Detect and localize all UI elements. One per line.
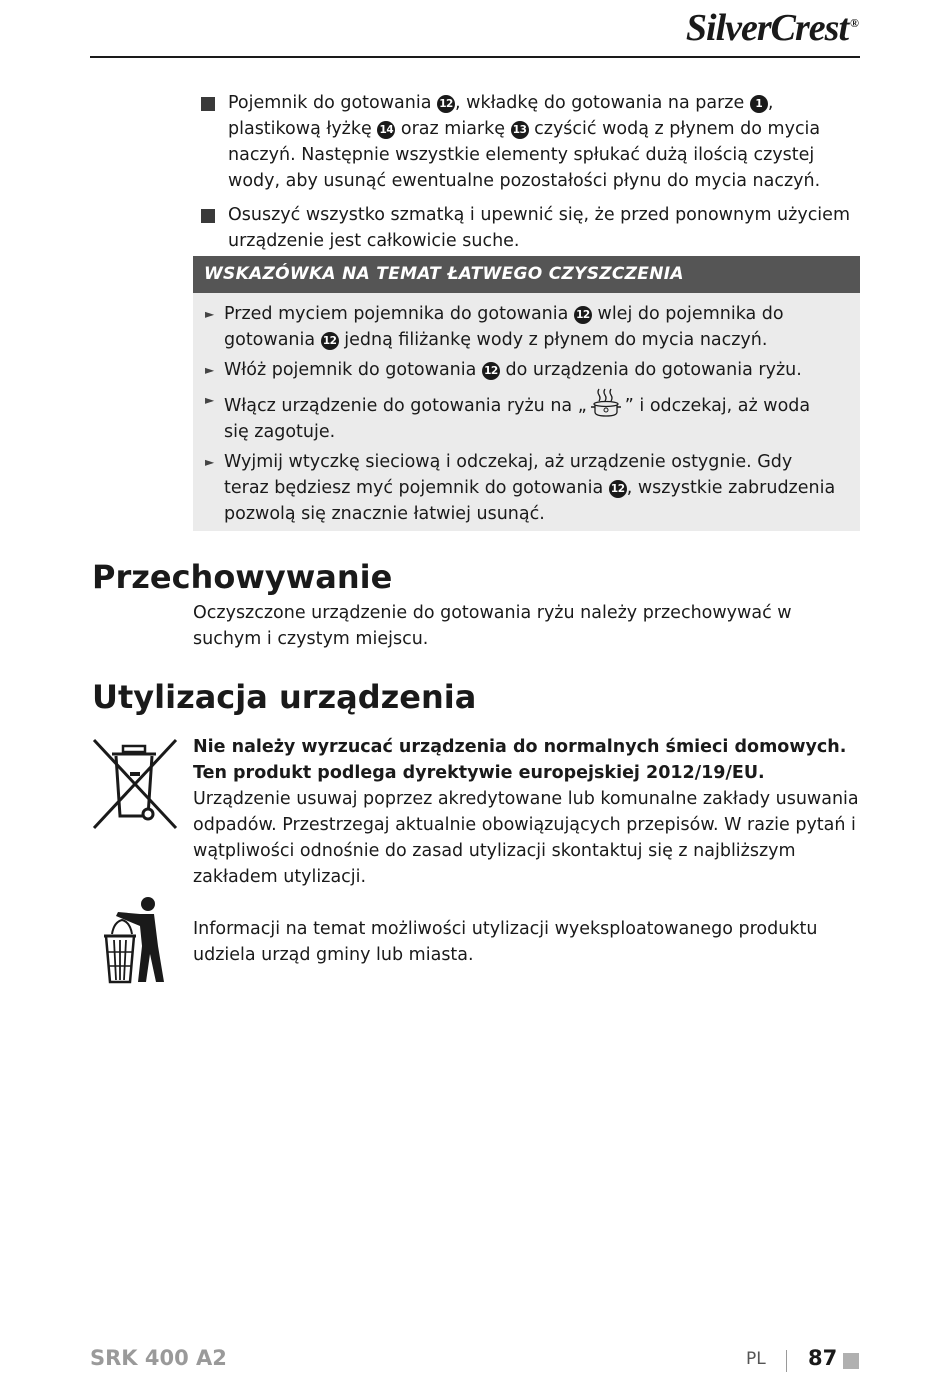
tip-box [193, 256, 860, 531]
part-number-badge: 12 [482, 362, 500, 380]
part-number-badge: 12 [437, 95, 455, 113]
bullet-item: Pojemnik do gotowania 12 , wkładkę do gotowania na parze 1 , plastikową łyżkę 14 oraz miarkę 13 czyścić wodą z płynem do mycia naczyń. Następnie wszystkie elementy spłukać dużą ilością czystej wody, aby usunąć ewentualne pozostałości płynu do mycia naczyń. [198, 90, 863, 194]
bullet-item: Osuszyć wszystko szmatką i upewnić się, że przed ponownym użyciem urządzenie jest całkowicie suche. [198, 202, 863, 254]
disposal-text [193, 734, 863, 890]
storage-text: Oczyszczone urządzenie do gotowania ryżu należy przechowywać w suchym i czystym miejscu. [193, 603, 792, 649]
disposal-info: Informacji na temat możliwości utylizacji wyeksploatowanego produktu udziela urząd gminy lub miasta. [193, 919, 818, 965]
brand-logo: SilverCrest ® [685, 7, 858, 49]
footer-language: PL [746, 1349, 766, 1369]
disposal-heading: Utylizacja urządzenia [92, 678, 477, 716]
square-bullet-icon [201, 97, 215, 111]
arrow-bullet-icon: ► [205, 455, 215, 469]
part-number-badge: 14 [377, 121, 395, 139]
person-disposing-icon [98, 896, 173, 984]
part-number-badge: 13 [511, 121, 529, 139]
footer-square-icon [843, 1353, 859, 1369]
crossed-bin-icon [90, 736, 182, 832]
page-number: 87 [808, 1346, 838, 1370]
part-number-badge: 12 [574, 306, 592, 324]
disposal-instructions: Urządzenie usuwaj poprzez akredytowane lub komunalne zakłady usuwania odpadów. Przestrzegaj aktualnie obowiązujących przepisów. W razie pytań i wątpliwości odnośnie do zasad utylizacji skontaktuj się z najbliższym zakładem utylizacji. [193, 789, 859, 887]
tip-item: ► Włóż pojemnik do gotowania 12 do urządzenia do gotowania ryżu. [205, 357, 840, 383]
disposal-warning: Nie należy wyrzucać urządzenia do normalnych śmieci domowych. Ten produkt podlega dyrektywie europejskiej 2012/19/EU. [193, 737, 847, 783]
tip-item: ► Przed myciem pojemnika do gotowania 12 wlej do pojemnika do gotowania 12 jedną filiżankę wody z płynem do mycia naczyń. [205, 301, 840, 353]
arrow-bullet-icon: ► [205, 363, 215, 377]
part-number-badge: 1 [750, 95, 768, 113]
part-number-badge: 12 [609, 480, 627, 498]
footer-model: SRK 400 A2 [90, 1346, 227, 1370]
arrow-bullet-icon: ► [205, 307, 215, 321]
trademark: ® [850, 16, 858, 30]
tip-heading: WSKAZÓWKA NA TEMAT ŁATWEGO CZYSZCZENIA [193, 256, 860, 293]
header-rule [90, 56, 860, 58]
part-number-badge: 12 [321, 332, 339, 350]
square-bullet-icon [201, 209, 215, 223]
tip-item: ► Wyjmij wtyczkę sieciową i odczekaj, aż urządzenie ostygnie. Gdy teraz będziesz myć pojemnik do gotowania 12 , wszystkie zabrudzenia pozwolą się znacznie łatwiej usunąć. [205, 449, 840, 527]
cooking-pot-icon [587, 387, 625, 417]
arrow-bullet-icon: ► [205, 393, 215, 407]
tip-item: ► Włącz urządzenie do gotowania ryżu na „ ” i odczekaj, aż woda się zagotuje. [205, 387, 840, 445]
footer-separator [786, 1350, 787, 1372]
storage-heading: Przechowywanie [92, 558, 393, 596]
cleaning-bullets [198, 90, 863, 262]
